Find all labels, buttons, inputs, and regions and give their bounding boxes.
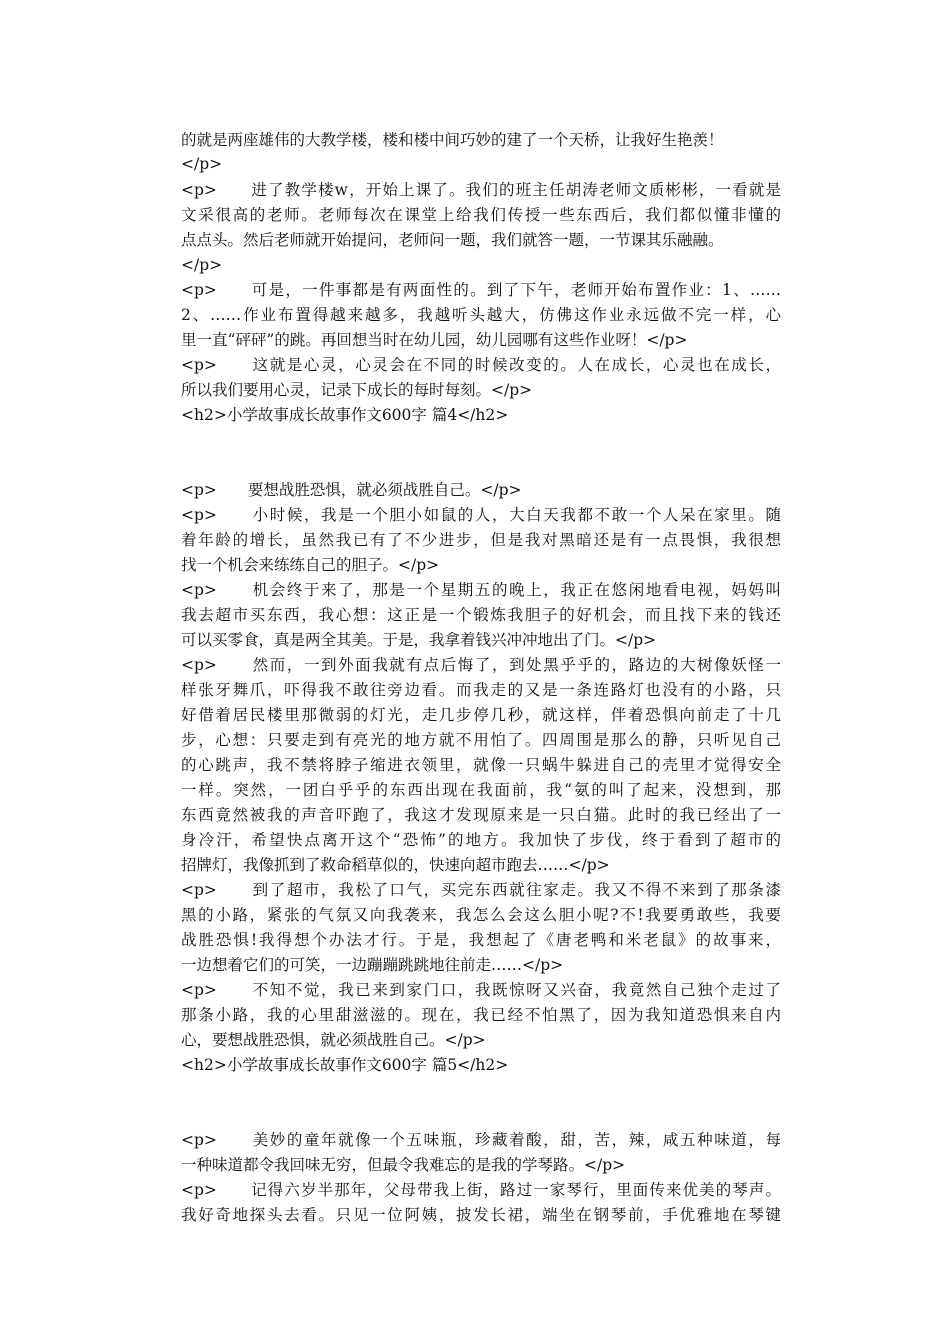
text-line: 样张牙舞爪，吓得我不敢往旁边看。而我走的又是一条连路灯也没有的小路，只 [181, 681, 781, 699]
text-line: 着年龄的增长，虽然我已有了不少进步，但是我对黑暗还是有一点畏惧，我很想 [181, 531, 781, 549]
text-line: 可以买零食，真是两全其美。于是，我拿着钱兴冲冲地出了门。</p> [181, 631, 657, 649]
text-line: 里一直“砰砰”的跳。再回想当时在幼儿园，幼儿园哪有这些作业呀！</p> [181, 331, 688, 349]
text-line: </p> [181, 155, 223, 173]
text-line: <p> 机会终于来了，那是一个星期五的晚上，我正在悠闲地看电视，妈妈叫 [181, 581, 781, 599]
text-line: 我去超市买东西，我心想：这正是一个锻炼我胆子的好机会，而且找下来的钱还 [181, 606, 781, 624]
text-line: <p> 进了教学楼w，开始上课了。我们的班主任胡涛老师文质彬彬，一看就是 [181, 181, 781, 199]
text-line: <p> 到了超市，我松了口气，买完东西就往家走。我又不得不来到了那条漆 [181, 881, 781, 899]
text-line: 2、……作业布置得越来越多，我越听头越大，仿佛这作业永远做不完一样，心 [181, 306, 781, 324]
text-line: 文采很高的老师。老师每次在课堂上给我们传授一些东西后，我们都似懂非懂的 [181, 206, 781, 224]
text-line: 一边想着它们的可笑，一边蹦蹦跳跳地往前走……</p> [181, 956, 564, 974]
text-line: <p> 然而，一到外面我就有点后悔了，到处黑乎乎的，路边的大树像妖怪一 [181, 656, 781, 674]
text-line: <p> 美妙的童年就像一个五味瓶，珍藏着酸，甜，苦，辣，咸五种味道，每 [181, 1131, 781, 1149]
text-line: <p> 这就是心灵，心灵会在不同的时候改变的。人在成长，心灵也在成长， [181, 356, 781, 374]
text-line: 的心跳声，我不禁将脖子缩进衣领里，就像一只蜗牛躲进自己的壳里才觉得安全 [181, 756, 781, 774]
text-line: 招牌灯，我像抓到了救命稻草似的，快速向超市跑去……</p> [181, 856, 610, 874]
text-line: 的就是两座雄伟的大教学楼，楼和楼中间巧妙的建了一个天桥，让我好生艳羡！ [181, 131, 724, 149]
text-line: 一样。突然，一团白乎乎的东西出现在我面前，我“氨的叫了起来，没想到，那 [181, 781, 781, 799]
text-line: <h2>小学故事成长故事作文600字 篇5</h2> [181, 1056, 509, 1074]
text-line: 步，心想：只要走到有亮光的地方就不用怕了。四周围是那么的静，只听见自己 [181, 731, 781, 749]
text-line: <p> 小时候，我是一个胆小如鼠的人，大白天我都不敢一个人呆在家里。随 [181, 506, 781, 524]
text-line: 东西竟然被我的声音吓跑了，我这才发现原来是一只白猫。此时的我已经出了一 [181, 806, 781, 824]
text-line: <p> 可是，一件事都是有两面性的。到了下午，老师开始布置作业：1、…… [181, 281, 781, 299]
text-line: 一种味道都令我回味无穷，但最令我难忘的是我的学琴路。</p> [181, 1156, 626, 1174]
text-line: <p> 不知不觉，我已来到家门口，我既惊呀又兴奋，我竟然自己独个走过了 [181, 981, 781, 999]
text-line: 我好奇地探头去看。只见一位阿姨，披发长裙，端坐在钢琴前，手优雅地在琴键 [181, 1206, 781, 1224]
text-line: <p> 要想战胜恐惧，就必须战胜自己。</p> [181, 481, 522, 499]
text-line: 好借着居民楼里那微弱的灯光，走几步停几秒，就这样，伴着恐惧向前走了十几 [181, 706, 781, 724]
text-line: 那条小路，我的心里甜滋滋的。现在，我已经不怕黑了，因为我知道恐惧来自内 [181, 1006, 781, 1024]
text-line: <h2>小学故事成长故事作文600字 篇4</h2> [181, 406, 509, 424]
text-line: 身冷汗，希望快点离开这个“恐怖”的地方。我加快了步伐，终于看到了超市的 [181, 831, 781, 849]
text-line: 黑的小路，紧张的气氛又向我袭来，我怎么会这么胆小呢?不!我要勇敢些，我要 [181, 906, 781, 924]
text-line: 所以我们要用心灵，记录下成长的每时每刻。</p> [181, 381, 533, 399]
text-line: 点点头。然后老师就开始提问，老师问一题，我们就答一题，一节课其乐融融。 [181, 231, 724, 249]
text-line: </p> [181, 256, 223, 274]
text-line: 找一个机会来练练自己的胆子。</p> [181, 556, 440, 574]
text-line: <p> 记得六岁半那年，父母带我上街，路过一家琴行，里面传来优美的琴声。 [181, 1181, 781, 1199]
text-line: 心，要想战胜恐惧，就必须战胜自己。</p> [181, 1031, 486, 1049]
text-line: 战胜恐惧!我得想个办法才行。于是，我想起了《唐老鸭和米老鼠》的故事来， [181, 931, 781, 949]
